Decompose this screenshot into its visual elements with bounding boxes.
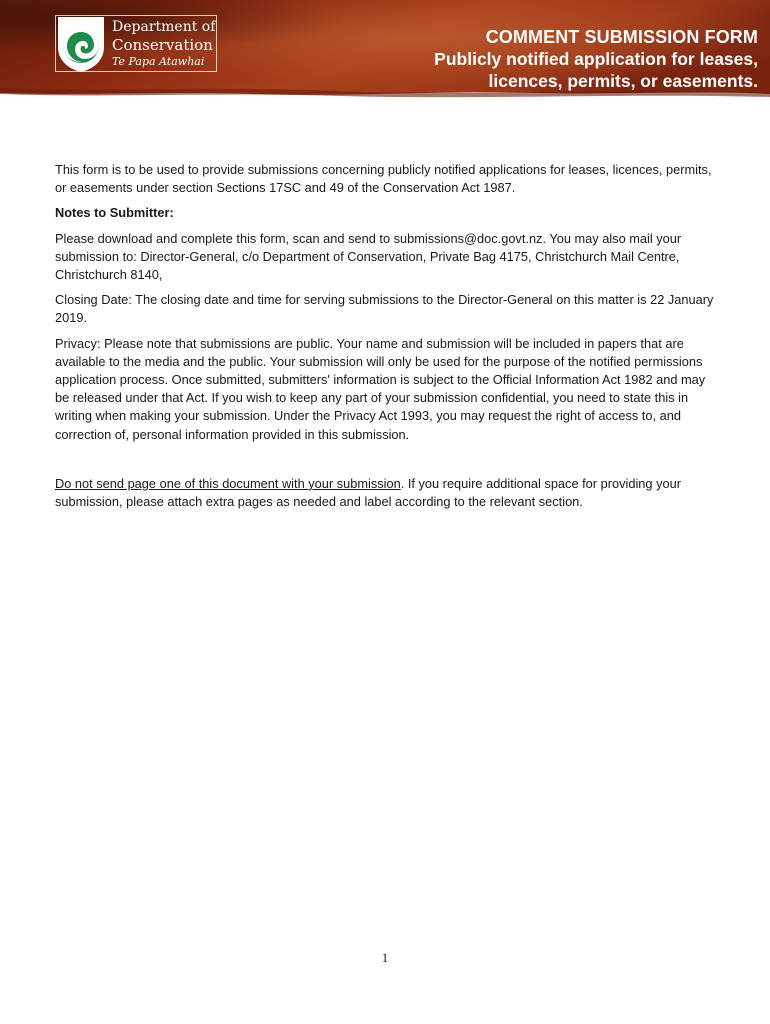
additional-space-text: . If you require additional space for providing your submission, please attach extra pages as needed and label according to the relevant section. [55, 475, 681, 510]
submission-note-paragraph [55, 475, 720, 511]
paragraph-spacer [55, 451, 720, 475]
logo-line-conservation: Conservation [112, 36, 213, 54]
doc-emblem-icon [55, 15, 107, 73]
form-title: COMMENT SUBMISSION FORM [485, 27, 758, 47]
header-banner [0, 0, 770, 110]
do-not-send-notice: Do not send page one of this document with your submission [55, 475, 401, 491]
document-body [55, 161, 720, 518]
logo-wordmark [112, 19, 215, 69]
logo-line-department: Department of [112, 19, 216, 35]
form-subtitle: Publicly notified application for leases, licences, permits, or easements. [434, 49, 758, 91]
logo-line-maori-name: Te Papa Atawhai [112, 55, 205, 68]
notes-heading: Notes to Submitter: [55, 205, 174, 221]
closing-date-paragraph: Closing Date: The closing date and time for serving submissions to the Director-General on this matter is 22 January 2019. [55, 292, 714, 326]
header-titles [358, 26, 758, 92]
page-number: 1 [381, 950, 389, 965]
download-instructions-paragraph: Please download and complete this form, scan and send to submissions@doc.govt.nz. You may also mail your submission to: Director-General, c/o Department of Conservation, Private Bag 4175, Christchurch Mail Centre, Christchurch 8140, [55, 230, 682, 283]
doc-logo [55, 15, 218, 73]
privacy-paragraph: Privacy: Please note that submissions are public. Your name and submission will be included in papers that are available to the media and the public. Your submission will only be used for the purpose of the notified permissions application process. Once submitted, submitters' information is subject to the Official Information Act 1982 and may be released under that Act. If you wish to keep any part of your submission confidential, you need to state this in writing when making your submission. Under the Privacy Act 1993, you may request the right of access to, and correction of, personal information provided in this submission. [55, 335, 706, 442]
intro-paragraph: This form is to be used to provide submissions concerning publicly notified applications for leases, licences, permits, or easements under section Sections 17SC and 49 of the Conservation Act 1987. [55, 162, 712, 196]
